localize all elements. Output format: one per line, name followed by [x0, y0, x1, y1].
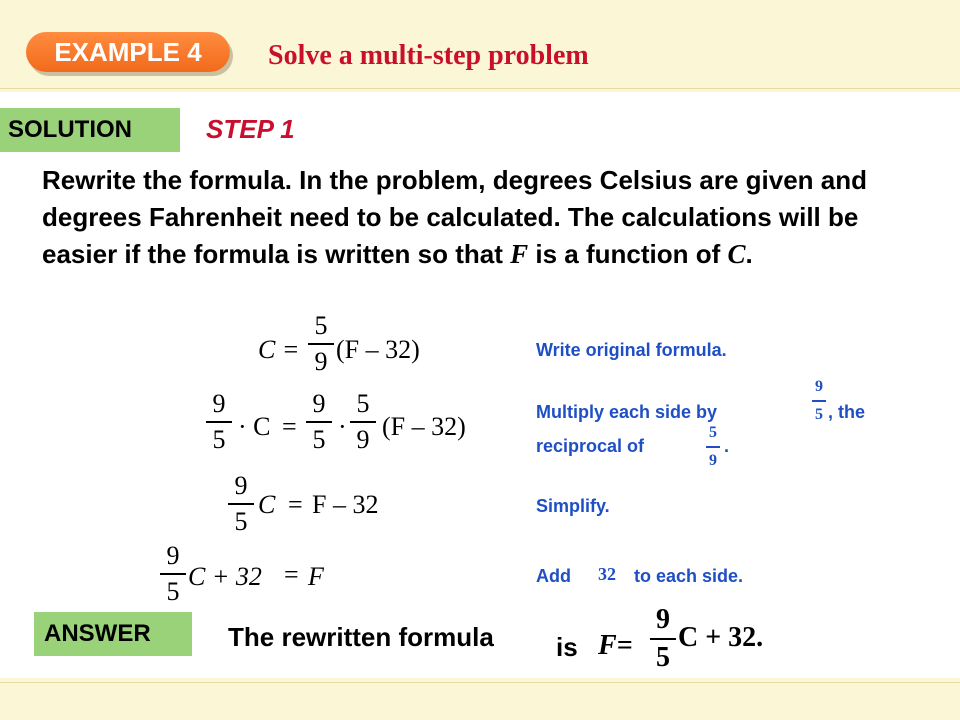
eq2-dot: ·: [338, 412, 347, 441]
eq2-f1-num: 9: [212, 389, 226, 418]
note-2-frac-num: 9: [815, 378, 823, 395]
eq3-lhs: [258, 490, 275, 520]
eq4-frac-num: 9: [166, 541, 180, 570]
eq3-rhs: F – 32: [312, 490, 379, 519]
note-1: Write original formula.: [536, 340, 727, 360]
eq1-frac-den: 9: [314, 347, 328, 376]
note-2-frac2-num: 5: [709, 424, 717, 441]
note-2-frac2-bar: [706, 446, 720, 448]
note-2-frac2-den: 9: [709, 452, 717, 469]
eq1-rhs: (F – 32): [336, 335, 420, 364]
answer-frac-num: 9: [656, 604, 670, 635]
eq4-rhs: [308, 562, 324, 592]
note-4-part-2: to each side.: [634, 566, 744, 586]
bottom-band-line: [0, 682, 960, 683]
eq4-lhs: [188, 562, 262, 592]
eq2-rhs: (F – 32): [382, 412, 466, 441]
paragraph-text-3: .: [745, 239, 753, 269]
eq1-lhs-text: C =: [258, 335, 300, 364]
note-2-part-4: .: [724, 436, 730, 456]
note-2-part-1: Multiply each side by: [536, 402, 718, 422]
eq2-f3-bar: [350, 421, 376, 423]
solution-label: SOLUTION: [8, 116, 132, 143]
solution-label-box: [0, 108, 180, 152]
eq2-mid: · C: [238, 412, 271, 441]
top-band-line: [0, 88, 960, 89]
eq2-fraction-2: [306, 388, 332, 456]
bottom-band: [0, 678, 960, 720]
eq3-frac-num: 9: [234, 471, 248, 500]
eq2-f3-num: 5: [356, 389, 370, 418]
eq2-f1-bar: [206, 421, 232, 423]
step-label: STEP 1: [206, 114, 295, 144]
answer-frac-den: 5: [656, 642, 670, 673]
note-2-part-3: reciprocal of: [536, 436, 645, 456]
eq4-rhs-text: F: [308, 562, 324, 591]
answer-text: The rewritten formula: [228, 622, 494, 652]
answer-rest: C + 32.: [678, 622, 764, 653]
paragraph-text-2: is a function of: [528, 239, 728, 269]
eq3-lhs-text: C: [258, 490, 276, 519]
answer-is: is: [556, 632, 578, 662]
eq4-frac-bar: [160, 573, 186, 575]
eq2-fraction-1: [206, 388, 232, 456]
eq2-f2-bar: [306, 421, 332, 423]
answer-frac-bar: [650, 638, 676, 640]
eq3-equals: =: [288, 490, 303, 519]
eq4-equals: =: [284, 560, 299, 589]
instruction-paragraph: [42, 162, 912, 273]
eq2-f3-den: 9: [356, 425, 370, 454]
page-title: Solve a multi-step problem: [268, 40, 589, 71]
eq2-f2-den: 5: [312, 425, 326, 454]
answer-label: ANSWER: [44, 620, 151, 647]
eq3-fraction: [228, 470, 254, 538]
paragraph-var-c: C: [727, 239, 746, 269]
eq2-fraction-3: [350, 388, 376, 456]
note-4-value: 32: [598, 564, 616, 584]
paragraph-var-f: F: [510, 239, 529, 269]
answer-label-box: [34, 612, 192, 656]
note-2-frac-den: 5: [815, 406, 823, 423]
note-2-frac-bar: [812, 400, 826, 402]
eq4-lhs-text: C + 32: [188, 562, 262, 591]
note-2-fraction-2: [706, 424, 720, 470]
answer-fraction: [650, 604, 676, 674]
eq1-frac-bar: [308, 343, 334, 345]
paragraph-text-1: Rewrite the formula. In the problem, degrees Celsius are given and degrees Fahrenheit need to be calculated. The calculations will be easier if the formula is written so that: [42, 165, 867, 269]
example-badge: [26, 32, 230, 72]
eq3-frac-bar: [228, 503, 254, 505]
eq4-frac-den: 5: [166, 577, 180, 606]
eq1-fraction: [308, 310, 334, 378]
eq4-fraction: [160, 540, 186, 608]
eq1-frac-num: 5: [314, 311, 328, 340]
eq2-equals: =: [282, 412, 297, 441]
example-badge-label: EXAMPLE 4: [54, 37, 202, 67]
eq2-f1-den: 5: [212, 425, 226, 454]
eq1-lhs: [258, 335, 299, 365]
eq2-f2-num: 9: [312, 389, 326, 418]
note-2-fraction: [812, 378, 826, 424]
note-2-part-2: , the: [828, 402, 866, 422]
note-3: Simplify.: [536, 496, 610, 516]
answer-variable: F=: [598, 630, 633, 661]
eq3-frac-den: 5: [234, 507, 248, 536]
note-4-part-1: Add: [536, 566, 571, 586]
